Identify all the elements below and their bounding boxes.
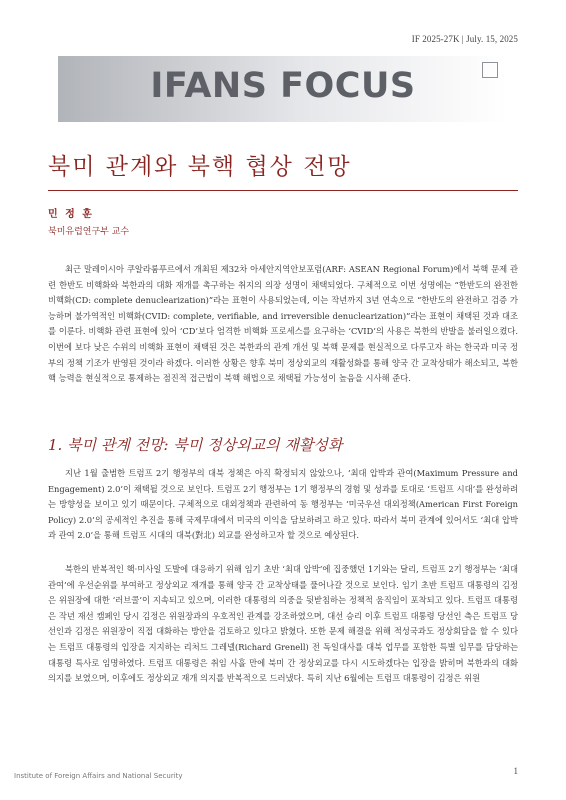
- body-paragraph-2: 북한의 반복적인 핵·미사일 도발에 대응하기 위해 임기 초반 ‘최대 압박’에 집중했던 1기와는 달리, 트럼프 2기 행정부는 ‘최대 관여’에 우선순위를 부여하고 정상외교 재개를 통해 양국 간 교착상태를 풀어나갈 것으로 보인다. 임기 초반 트럼프 대통령의 김정은 위원장에 대한 ‘러브콜’이 지속되고 있으며, 이러한 대통령의 의중을 뒷받침하는 정책적 움직임이 포착되고 있다. 트럼프 대통령은 작년 재선 캠페인 당시 김정은 위원장과의 우호적인 관계를 강조하였으며, 대선 승리 이후 트럼프 대통령 당선인 측은 트럼프 당선인과 김정은 위원장이 직접 대화하는 방안을 검토하고 있다고 밝혔다. 또한 문제 해결을 위해 적성국과도 정상회담을 할 수 있다는 트럼프 대통령의 입장을 지지하는 리처드 그레넬(Richard Grenell) 전 독일대사를 대북 업무를 포함한 특별 임무를 담당하는 대통령 특사로 임명하였다. 트럼프 대통령은 취임 사흘 만에 북미 간 정상외교를 다시 시도하겠다는 입장을 밝히며 북한과의 대화 의지를 보였으며, 이후에도 정상외교 재개 의지를 반복적으로 드러냈다. 특히 지난 6월에는 트럼프 대통령이 김정은 위원: [48, 564, 518, 684]
- body-paragraph-1: 지난 1월 출범한 트럼프 2기 행정부의 대북 정책은 아직 확정되지 않았으나, ‘최대 압박과 관여(Maximum Pressure and Engagement) 2.0’이 채택될 것으로 보인다. 트럼프 2기 행정부는 1기 행정부의 경험 및 성과를 토대로 ‘트럼프 시대’를 완성하려는 방향성을 보이고 있기 때문이다. 구체적으로 대외정책과 관련하여 동 행정부는 ‘미국우선 대외정책(American First Foreign Policy) 2.0’의 공세적인 추진을 통해 국제무대에서 미국의 이익을 담보하려고 하고 있다. 따라서 북미 관계에 있어서도 ‘최대 압박과 관여 2.0’을 통해 트럼프 시대의 대북(對北) 외교를 완성하고자 할 것으로 예상된다.: [48, 468, 518, 541]
- brand-banner: [58, 56, 508, 122]
- section-heading: 1. 북미 관계 전망: 북미 정상외교의 재활성화: [48, 436, 343, 454]
- logo-icon: [482, 62, 498, 78]
- brand-name: IFANS FOCUS: [150, 66, 416, 106]
- page-number: 1: [513, 766, 518, 776]
- title-divider: [48, 190, 518, 191]
- author-name: 민 정 훈: [48, 209, 94, 220]
- article-title: 북미 관계와 북핵 협상 전망: [48, 154, 352, 180]
- author-affiliation: 북미유럽연구부 교수: [48, 227, 130, 237]
- footer-institute: Institute of Foreign Affairs and National Security: [14, 772, 183, 780]
- issue-info: IF 2025-27K | July. 15, 2025: [411, 34, 518, 44]
- intro-paragraph: 최근 말레이시아 쿠알라룸푸르에서 개최된 제32차 아세안지역안보포럼(ARF: ASEAN Regional Forum)에서 북핵 문제 관련 한반도 비핵화와 북한과의 대화 재개를 촉구하는 취지의 의장 성명이 채택되었다. 구체적으로 이번 성명에는 “한반도의 완전한 비핵화(CD: complete denuclearization)”라는 표현이 사용되었는데, 이는 작년까지 3년 연속으로 “한반도의 완전하고 검증 가능하며 불가역적인 비핵화(CVID: complete, verifiable, and irreversible denuclearization)”라는 표현이 채택된 것과 대조를 이룬다. 비핵화 관련 표현에 있어 ‘CD’보다 엄격한 비핵화 프로세스를 요구하는 ‘CVID’의 사용은 북한의 반발을 불러일으켰다. 이번에 보다 낮은 수위의 비핵화 표현이 채택된 것은 북한과의 관계 개선 및 북핵 문제를 현실적으로 다루고자 하는 한국과 미국 정부의 정책 기조가 반영된 것이라 하겠다. 이러한 상황은 향후 북미 정상외교의 재활성화를 통해 양국 간 교착상태가 해소되고, 북한 핵 능력을 현실적으로 통제하는 점진적 접근법이 북핵 해법으로 채택될 가능성이 높음을 시사해 준다.: [48, 264, 518, 384]
